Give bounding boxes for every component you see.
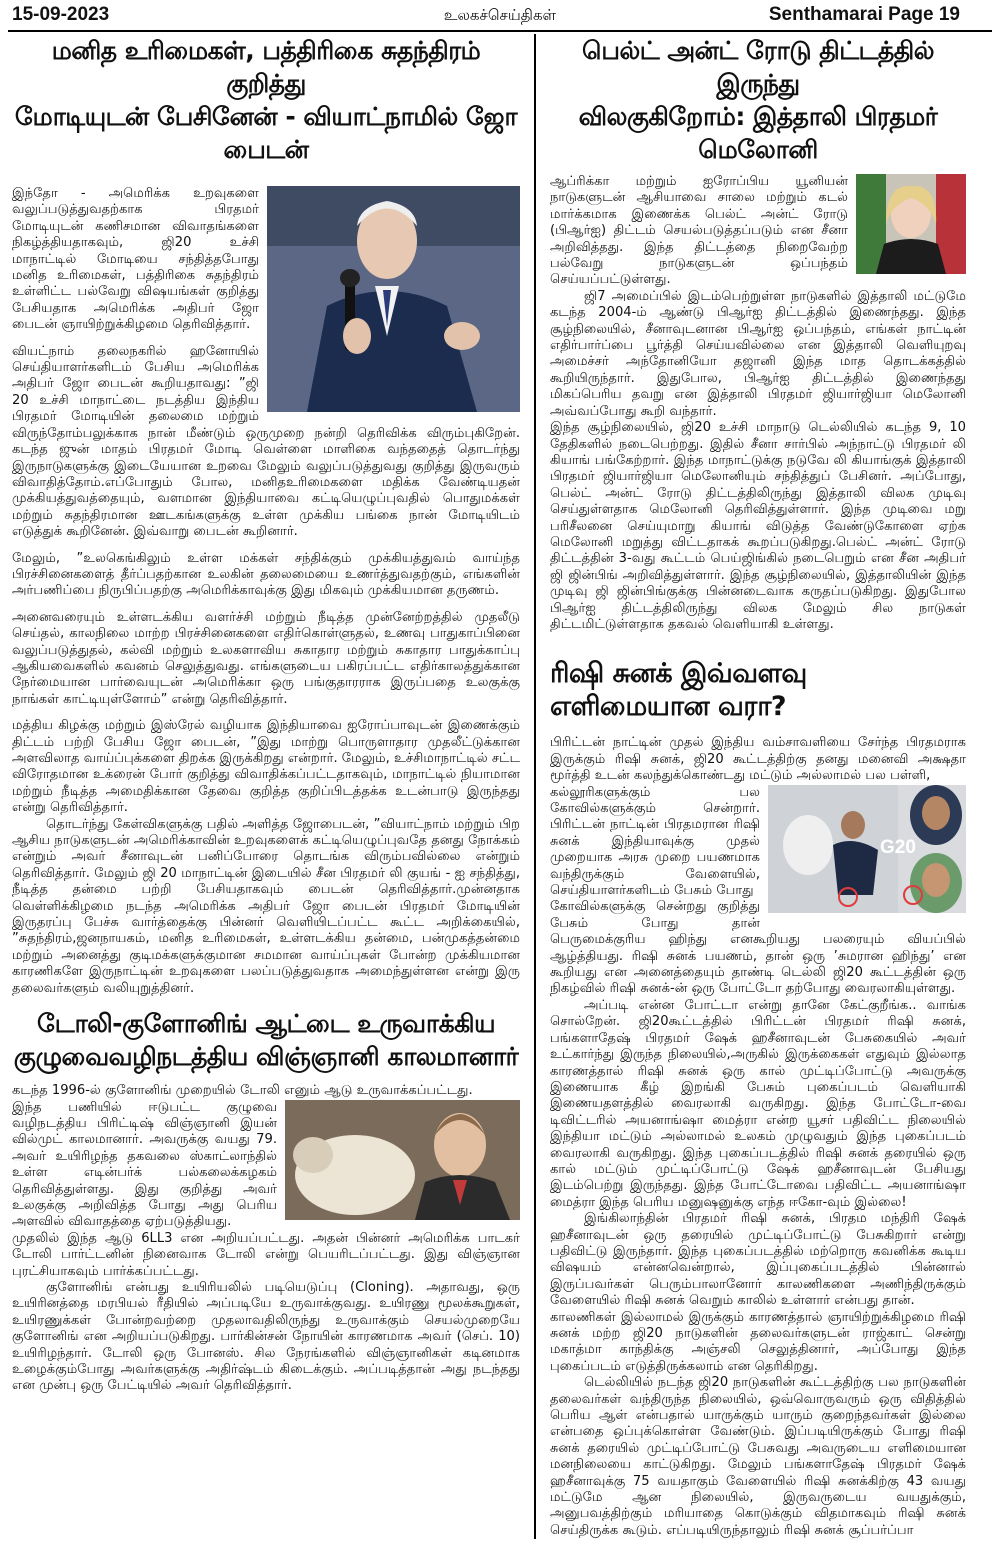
- headline-dolly: டோலி-குளோனிங் ஆட்டை உருவாக்கிய குழுவைவழிநடத்திய விஞ்ஞானி காலமானார்: [13, 1009, 519, 1072]
- meloni-paragraph: ஆப்ரிக்கா மற்றும் ஐரோப்பிய யூனியன் நாடுகளுடன் ஆசியாவை சாலை மற்றும் கடல் மார்க்கமாக இணைக்க பெல்ட் அன்ட் ரோடு (பிஆர்ஐ) திட்டம் செயல்படுத்தப்படும் என சீனா அறிவித்தது. இந்த திட்டத்தை நிறைவேற்ற பல்வேறு நாடுகளுடன் ஒப்பந்தம் செய்யப்பட்டுள்ளது.: [550, 174, 848, 288]
- biden-paragraph: மேலும், ”உலகெங்கிலும் உள்ள மக்கள் சந்திக்கும் முக்கியத்துவம் வாய்ந்த பிரச்சினைகளைத் தீர்ப்பதற்கான உலகின் தலைமையை உணர்த்துவதற்கும், எங்களின் அர்பணிப்பை நிருபிப்பதற்கு அமெரிக்காவுக்கு இது மிகவும் முக்கியமான தருணம்.: [12, 550, 520, 599]
- photo-meloni: [856, 174, 966, 274]
- rishi-paragraph: இங்கிலாந்தின் பிரதமர் ரிஷி சுனக், பிரதம மந்திரி ஷேக் ஹசீனாவுடன் ஒரு தரையில் முட்டிப்போட்டு பேசுகிறார் என்று பதிவிட்டு இருந்தார். இந்த புகைப்படத்தில் மற்றொரு கவனிக்க கூடிய விஷயம் என்னவென்றால், இப்புகைப்படத்தில் பின்னால் இருப்பவர்கள் பெரும்பாலானோர் காலணிகளை அணிந்திருக்கும் வேளையில் ரிஷி சுனக் வெறும் காலில் உள்ளார் என்பது தான்.: [550, 1211, 966, 1309]
- rishi-paragraph: டெல்லியில் நடந்த ஜி20 நாடுகளின் கூட்டத்திற்கு பல நாடுகளின் தலைவர்கள் வந்திருந்த நிலையில், ஒவ்வொருவரும் ஒரு விதித்தில் பெரிய ஆள் என்பதால் யாருக்கும் யாரும் குறைந்தவர்கள் இல்லை என்பதை ஒப்புக்கொள்ள வேண்டும். இப்படியிருக்கும் போது ரிஷி சுனக் தரையில் முட்டிப்போட்டு பேசுவது அவருடைய எளிமையான மனநிலையை காட்டுகிறது. மேலும் பங்களாதேஷ் பிரதமர் ஷேக் ஹசீனாவுக்கு 75 வயதாகும் வேளையில் ரிஷி சுனக்கிற்கு 43 வயது மட்டுமே ஆன நிலையில், இருவருடைய வயதுக்கும், அனுபவத்திற்கும் மரியாதை கொடுக்கும் விதமாகவும் ரிஷி சுனக் செய்திருக்க கூடும். எப்படியிருந்தாலும் ரிஷி சுனக் சூப்பர்ப்பா: [550, 1375, 966, 1538]
- rishi-paragraph: கோவில்களுக்கு சென்றது குறித்து பேசும் போது தான் பெருமைக்குரிய ஹிந்து எனகூறியது பலரையும் வியப்பில் ஆழ்த்தியது. ரிஷி சுனக் பயணம், தான் ஒரு ’சுமரான ஹிந்து’ என கூறியது என அனைத்தையும் தாண்டி டெல்லி ஜி20 கூட்டத்தின் ஒரு நிகழ்வில் ரிஷி சுனக்-ன் ஒரு போட்டோ தற்போது வைரலாகியுள்ளது.: [550, 899, 967, 997]
- right-column: [550, 34, 966, 1539]
- dolly-lead: கடந்த 1996-ல் குளோனிங் முறையில் டோலி எனும் ஆடு உருவாக்கப்பட்டது.: [12, 1083, 473, 1099]
- paper-name-page: Senthamarai Page 19: [768, 4, 960, 25]
- page-header: [0, 0, 1000, 34]
- article-biden: [12, 34, 520, 997]
- issue-date: 15-09-2023: [12, 4, 110, 25]
- biden-paragraph: தொடர்ந்து கேள்விகளுக்கு பதில் அளித்த ஜோபைடன், ”வியாட்நாம் மற்றும் பிற ஆசிய நாடுகளுடன் அமெரிக்காவின் உறவுகளைக் கட்டியெழுப்புவதே தனது நோக்கம் என்றும் அவர் சீனாவுடன் பனிப்போரை தொடங்க விரும்பவில்லை என்றும் தெரிவித்தார். மேலும் ஜி 20 மாநாட்டின் இடையில் சீன பிரதமர் லி குயங் - ஐ சந்தித்து, நீடித்த தன்மை பற்றி பேசியதாகவும் பைடன் தெரிவித்தார்.முன்னதாக வெள்ளிக்கிழமை நடந்த அமெரிக்க அதிபர் ஜோ பைடன் பிரதமர் மோடியின் இருதரப்பு பேச்சு வார்த்தைக்கு பின்னர் வெளியிடப்பட்ட கூட்ட அறிக்கையில், ”சுதந்திரம்,ஜனநாயகம், மனித உரிமைகள், உள்ளடக்கிய தன்மை, பன்முகத்தன்மை மற்றும் அனைத்து குடிமக்களுக்குமான சமமான வாய்ப்புகள் போன்ற முக்கியமான காரணிகளே இருநாட்டின் உறவுகளை பலப்படுத்துவதாக அமைந்துள்ளன என்று இரு தலைவர்களும் வலியுறுத்தினர்.: [12, 816, 520, 996]
- rishi-paragraph: கல்லூரிகளுக்கும் பல கோவில்களுக்கும் சென்றார். பிரிட்டன் நாட்டின் பிரதமரான ரிஷி சுனக் இந்தியாவுக்கு முதல் முறையாக அரசு முறை பயணமாக வந்திருக்கும் வேளையில், செய்தியாளர்களிடம் பேசும் போது: [550, 784, 760, 899]
- meloni-paragraph: ஜி7 அமைப்பில் இடம்பெற்றுள்ள நாடுகளில் இத்தாலி மட்டுமே கடந்த 2004-ம் ஆண்டு பிஆர்ஐ திட்டத்தில் இணைந்தது. இந்த சூழ்நிலையில், சீனாவுடனான பிஆர்ஐ ஒப்பந்தம், எங்கள் நாட்டின் எதிர்பார்ப்பை பூர்த்தி செய்யவில்லை என இத்தாலி வெளியுறவு அமைச்சர் அந்தோனியோ தஜானி இந்த மாத தொடக்கத்தில் கூறியிருந்தார். இதுபோல, பிஆர்ஐ திட்டத்தில் இணைந்தது மிகப்பெரிய தவறு என இத்தாலி பிரதமர் ஜியார்ஜியா மெலோனி அவ்வப்போது கூறி வந்தார்.: [550, 288, 966, 419]
- headline-meloni: பெல்ட் அன்ட் ரோடு திட்டத்தில் இருந்து விலகுகிறோம்: இத்தாலி பிரதமர் மெலோனி: [578, 36, 938, 164]
- photo-scientist-sheep: [285, 1100, 520, 1220]
- column-divider: [534, 34, 536, 1539]
- meloni-paragraph: இந்த சூழ்நிலையில், ஜி20 உச்சி மாநாடு டெல்லியில் கடந்த 9, 10 தேதிகளில் நடைபெற்றது. இதில் சீனா சார்பில் அந்நாட்டு பிரதமர் லி கியாங் பங்கேற்றார். இந்த மாநாட்டுக்கு நடுவே லி கியாங்குக் இத்தாலி பிரதமர் ஜியார்ஜியா மெலோனியும் சந்தித்துப் பேசினர். அப்போது, பெல்ட் அன்ட் ரோடு திட்டத்திலிருந்து இத்தாலி விலக முடிவு செய்துள்ளதாக மெலோனி தெரிவித்துள்ளார். இந்த முடிவை மறு பரிசீலனை செய்யுமாறு கியாங் விடுத்த வேண்டுகோளை ஏற்க மெலோனி மறுத்து விட்டதாகக் கூறப்படுகிறது.பெல்ட் அன்ட் ரோடு திட்டத்தின் 3-வது கூட்டம் பெய்ஜிங்கில் நடைபெறும் என சீன அதிபர் ஜி ஜின்பிங் அறிவித்துள்ளார். இந்த சூழ்நிலையில், இத்தாலியின் இந்த முடிவு ஜி ஜின்பிங்குக்கு பின்னடைவாக கருதப்படுகிறது. இதுபோல பிஆர்ஐ திட்டத்திலிருந்து விலக மேலும் சில நாடுகள் திட்டமிட்டுள்ளதாக தகவல் வெளியாகி உள்ளது.: [550, 420, 966, 632]
- photo-biden: [267, 186, 520, 412]
- article-rishi: [550, 657, 966, 1539]
- dolly-paragraph: முதலில் இந்த ஆடு 6LL3 என அறியப்பட்டது. அதன் பின்னர் அமெரிக்க பாடகர் டோலி பார்ட்டனின் நினைவாக டோலி என்று பெயரிடப்பட்டது. இது விஞ்ஞான புரட்சியாகவும் பார்க்கப்பட்டது.: [12, 1230, 520, 1279]
- section-name: உலகச்செய்திகள்: [443, 6, 557, 24]
- biden-paragraph: மத்திய கிழக்கு மற்றும் இஸ்ரேல் வழியாக இந்தியாவை ஐரோப்பாவுடன் இணைக்கும் திட்டம் பற்றி பேசிய ஜோ பைடன், ”இது மாற்று பொருளாதார முதலீட்டுக்கான அளவிலாத வாய்ப்புக்களை திறக்க இருக்கிறது என்றார். மேலும், உச்சிமாநாட்டில் சட்ட விரோதமான உக்ரைன் போர் குறித்து விவாதிக்கப்பட்டதாகவும், மாநாட்டில் நியாமான மற்றும் நீடித்த அமைதிக்கான தேவை குறித்த குறிப்பிடத்தக்க உடன்பாடு இருந்தது என்று தெரிவித்தார்.: [12, 718, 520, 816]
- rishi-paragraph: காலணிகள் இல்லாமல் இருக்கும் காரணத்தால் ஞாயிற்றுக்கிழமை ரிஷி சுனக் மற்ற ஜி20 நாடுகளின் தலைவர்களுடன் ராஜ்காட் சென்று மகாத்மா காந்திக்கு அஞ்சலி செலுத்தினார், அப்போது இந்த புகைப்படம் எடுத்திருக்கலாம் என தெரிகிறது.: [550, 1309, 966, 1374]
- g20-badge: G20: [880, 836, 916, 858]
- rishi-paragraph: அப்படி என்ன போட்டா என்று தானே கேட்குறீங்க.. வாங்க சொல்றேன். ஜி20கூட்டத்தில் பிரிட்டன் பிரதமர் ரிஷி சுனக், பங்களாதேஷ் பிரதமர் ஷேக் ஹசீனாவுடன் பேசுகையில் அவர் உட்கார்ந்து இருந்த நிலையில்,அருகில் இருக்கைகள் எதுவும் இல்லாத காரணத்தால் ரிஷி சுனக் ஒரு கால் முட்டிப்போட்டு அவருக்கு இணையாக கீழ் இறங்கி பேசும் புகைப்படம் வெளியாகி இணையதளத்தில் வைரலாகி வருகிறது. இந்த போட்டோ-வை டிவிட்டரில் அயனாங்ஷா மைத்ரா என்ற யூசர் பதிவிட்ட நிலையில் இந்தியா மட்டும் அல்லாமல் உலகம் முழுவதும் இந்த புகைப்படம் வைரலாகி வருகிறது. இந்த புகைப்படத்தில் ரிஷி சுனக் தரையில் ஒரு கால் மட்டும் முட்டிப்போட்டு ஷேக் ஹசீனாவுடன் பேசியது இடம்பெற்று இருந்தது. இந்த போட்டோவை பதிவிட்ட அயனாங்ஷா மைத்ரா இந்த பெரிய மனுஷனுக்கு எந்த ஈகோ-வும் இல்லை!: [550, 997, 966, 1210]
- biden-paragraph: வியட்நாம் தலைநகரில் ஹனோயில் செய்தியாளர்களிடம் பேசிய அமெரிக்க அதிபர் ஜோ பைடன் கூறியதாவது: ”ஜி 20 உச்சி மாநாட்டை நடத்திய இந்திய பிரதமர் மோடியின் தலைமை மற்றும் விருந்தோம்பலுக்காக நான் மீண்டும் ஒருமுறை நன்றி தெரிவிக்க விரும்புகிறேன். கடந்த ஜுன் மாதம் பிரதமர் மோடி வெள்ளை மாளிகை வந்ததைத் தொடர்ந்து இருநாடுகளுக்கு இடையேயான உறவை மேலும் வலுப்படுத்துவது குறித்து இருவரும் விவாதித்தோம்.எப்போதும் போல, மனிதஉரிமைகளை மதிக்க வேண்டியதன் முக்கியத்துவத்தையும், வளமான இந்தியாவை கட்டியெழுப்புவதில் பொதுமக்கள் மற்றும் சுதந்திரமான ஊடகங்களுக்கு உள்ள முக்கிய பங்கை நான் மோடியிடம் எடுத்துக் கூறினேன். இவ்வாறு பைடன் கூறினார்.: [12, 343, 520, 540]
- photo-rishi-g20: [768, 785, 966, 913]
- biden-paragraph: அனைவரையும் உள்ளடக்கிய வளர்ச்சி மற்றும் நீடித்த முன்னேற்றத்தில் முதலீடு செய்தல், காலநிலை மாற்ற பிரச்சினைகளை எதிர்கொள்ளுதல், உணவு பாதுகாப்பினை வலுப்படுத்துதல், கல்வி மற்றும் உலகளாவிய சுகாதார மற்றும் சுகாதார பாதுக்காப்பு ஆகியவைகளில் கவனம் செலுத்துவது. எங்களுடைய பகிரப்பட்ட எதிர்காலத்துக்கான நேர்மையான பார்வையுடன் அமெரிக்கா ஒரு பங்குதாரராக இருப்பதை உலகுக்கு நாங்கள் காட்டியுள்ளோம்” என்று தெரிவித்தார்.: [12, 609, 520, 707]
- article-meloni: [550, 34, 966, 633]
- rishi-lead: பிரிட்டன் நாட்டின் முதல் இந்திய வம்சாவளியை சேர்ந்த பிரதமராக இருக்கும் ரிஷி சுனக், ஜி20 கூட்டத்திற்கு தனது மனைவி அக்ஷதா மூர்த்தி உடன் கலந்துக்கொண்டது மட்டும் அல்லாமல் பல பள்ளி,: [550, 735, 966, 784]
- biden-paragraph: இந்தோ - அமெரிக்க உறவுகளை வலுப்படுத்துவதற்காக பிரதமர் மோடியுடன் கணிசமான விவாதங்களை நிகழ்த்தியதாகவும், ஜி20 உச்சி மாநாட்டில் மோடியை சந்தித்தபோது மனித உரிமைகள், பத்திரிகை சுதந்திரம் உள்ளிட்ட பல்வேறு விஷயங்கள் குறித்து பேசியதாக அமெரிக்க அதிபர் ஜோ பைடன் ஞாயிற்றுக்கிழமை தெரிவித்தார்.: [12, 186, 259, 333]
- dolly-paragraph: குளோனிங் என்பது உயிரியலில் படியெடுப்பு (Cloning). அதாவது, ஒரு உயிரினத்தை மரபியல் ரீதியில் அப்படியே உருவாக்குவது. உயிரணு மூலக்கூறுகள், உயிரணுக்கள் போன்றவற்றை முதலாவதிலிருந்து உருவாக்கும் செயல்முறையே குளோனிங் என அறியப்படுகிறது. பார்கின்சன் நோயின் காரணமாக அவர் (செப். 10) உயிரிழந்தார். டோலி ஒரு போனஸ். சில நேரங்களில் விஞ்ஞானிகள் கடினமாக உழைக்கும்போது அவர்களுக்கு அதிர்ஷ்டம் கிடைக்கும். அப்படித்தான் அது நடந்தது என முன்பு ஒரு பேட்டியில் அவர் தெரிவித்தார்.: [12, 1279, 520, 1394]
- left-column: [12, 34, 520, 1405]
- headline-biden: மனித உரிமைகள், பத்திரிகை சுதந்திரம் குறித்து மோடியுடன் பேசினேன் - வியாட்நாமில் ஜோ பைடன்: [14, 36, 518, 164]
- header-rule: [8, 30, 992, 32]
- dolly-paragraph: இந்த பணியில் ஈடுபட்ட குழுவை வழிநடத்திய பிரிட்டிஷ் விஞ்ஞானி இயன் வில்முட் காலமானார். அவருக்கு வயது 79. அவர் உயிரிழந்த தகவலை ஸ்காட்லாந்தில் உள்ள எடின்பர்க் பல்கலைக்கழகம் தெரிவித்துள்ளது. இது குறித்து அவர் உலகுக்கு அறிவித்த போது அது பெரிய அளவில் விவாதத்தை ஏற்படுத்தியது.: [12, 1099, 277, 1230]
- headline-rishi: ரிஷி சுனக் இவ்வளவு எளிமையான வரா?: [550, 658, 807, 723]
- article-dolly: [12, 1007, 520, 1395]
